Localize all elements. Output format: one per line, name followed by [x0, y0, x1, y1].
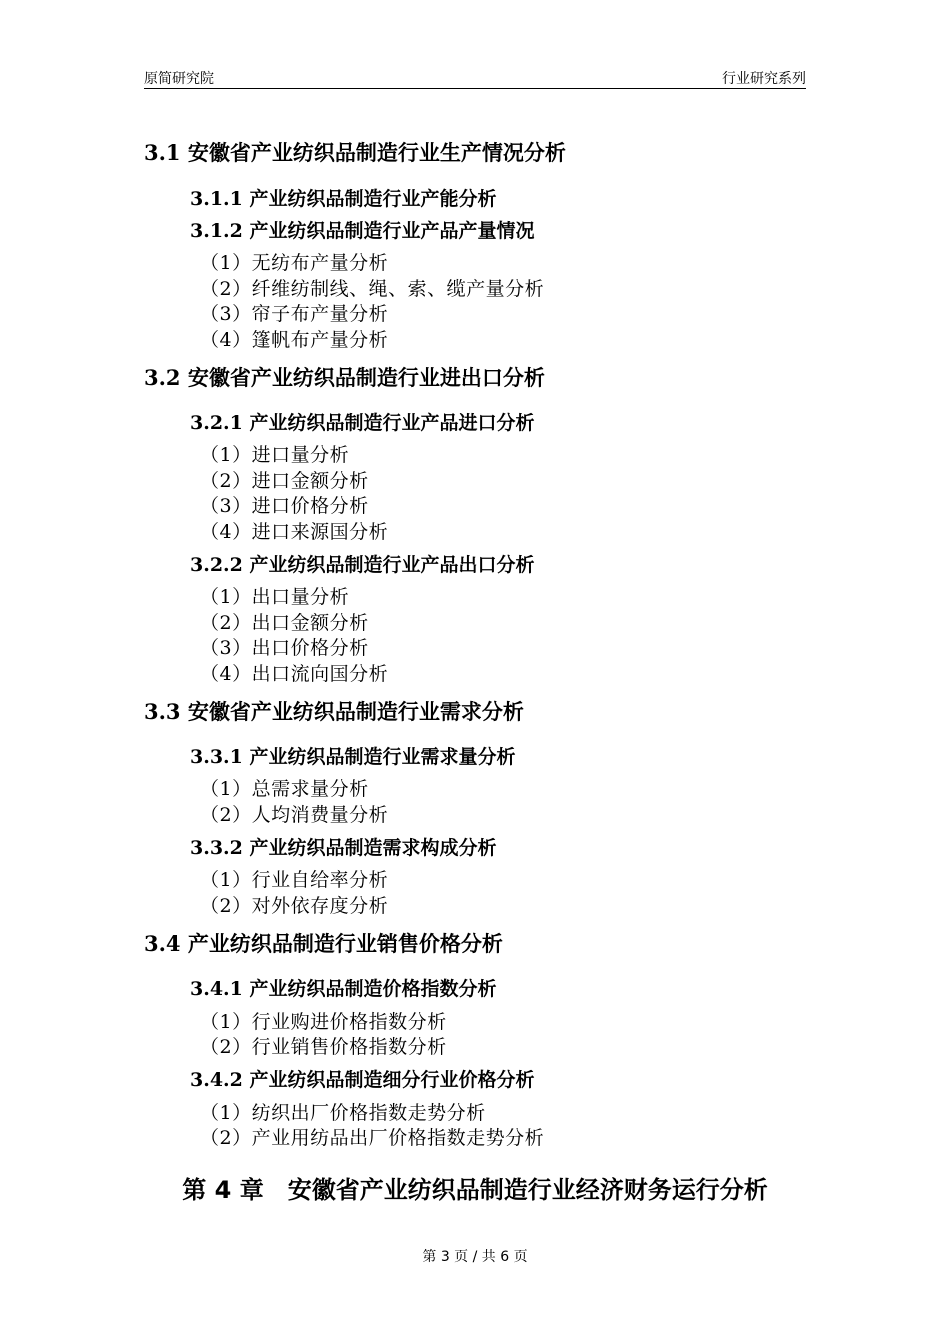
toc-item: （3）进口价格分析: [200, 495, 369, 517]
toc-item: （1）出口量分析: [200, 586, 350, 608]
toc-item: （3）帘子布产量分析: [200, 303, 389, 325]
toc-item: （1）行业自给率分析: [200, 869, 389, 891]
toc-item: （1）总需求量分析: [200, 778, 369, 800]
page-header: [144, 66, 806, 89]
toc-heading-3-2-2: 3.2.2 产业纺织品制造行业产品出口分析: [190, 554, 535, 576]
toc-heading-3-4-2: 3.4.2 产业纺织品制造细分行业价格分析: [190, 1069, 535, 1091]
toc-item: （3）出口价格分析: [200, 637, 369, 659]
header-org: 原简研究院: [144, 71, 214, 87]
toc-heading-3-1: 3.1 安徽省产业纺织品制造行业生产情况分析: [144, 140, 566, 165]
toc-heading-3-3-2: 3.3.2 产业纺织品制造需求构成分析: [190, 837, 497, 859]
toc-item: （2）产业用纺品出厂价格指数走势分析: [200, 1127, 545, 1149]
toc-item: （2）对外依存度分析: [200, 895, 389, 917]
toc-heading-3-1-1: 3.1.1 产业纺织品制造行业产能分析: [190, 188, 497, 210]
toc-item: （1）行业购进价格指数分析: [200, 1011, 447, 1033]
toc-heading-3-2: 3.2 安徽省产业纺织品制造行业进出口分析: [144, 365, 545, 390]
page-number: 第 3 页 / 共 6 页: [422, 1249, 528, 1265]
toc-heading-3-3: 3.3 安徽省产业纺织品制造行业需求分析: [144, 699, 524, 724]
toc-item: （2）纤维纺制线、绳、索、缆产量分析: [200, 278, 545, 300]
toc-heading-3-2-1: 3.2.1 产业纺织品制造行业产品进口分析: [190, 412, 535, 434]
toc-item: （2）人均消费量分析: [200, 804, 389, 826]
toc-item: （1）纺织出厂价格指数走势分析: [200, 1102, 486, 1124]
chapter-title: 第 4 章 安徽省产业纺织品制造行业经济财务运行分析: [182, 1176, 768, 1204]
toc-item: （4）出口流向国分析: [200, 663, 389, 685]
toc-heading-3-4: 3.4 产业纺织品制造行业销售价格分析: [144, 931, 503, 956]
toc-item: （1）无纺布产量分析: [200, 252, 389, 274]
toc-heading-3-4-1: 3.4.1 产业纺织品制造价格指数分析: [190, 978, 497, 1000]
toc-item: （4）进口来源国分析: [200, 521, 389, 543]
toc-heading-3-1-2: 3.1.2 产业纺织品制造行业产品产量情况: [190, 220, 535, 242]
toc-item: （2）进口金额分析: [200, 470, 369, 492]
header-series: 行业研究系列: [722, 71, 806, 87]
toc-item: （4）篷帆布产量分析: [200, 329, 389, 351]
toc-heading-3-3-1: 3.3.1 产业纺织品制造行业需求量分析: [190, 746, 516, 768]
toc-item: （2）出口金额分析: [200, 612, 369, 634]
toc-item: （2）行业销售价格指数分析: [200, 1036, 447, 1058]
toc-item: （1）进口量分析: [200, 444, 350, 466]
